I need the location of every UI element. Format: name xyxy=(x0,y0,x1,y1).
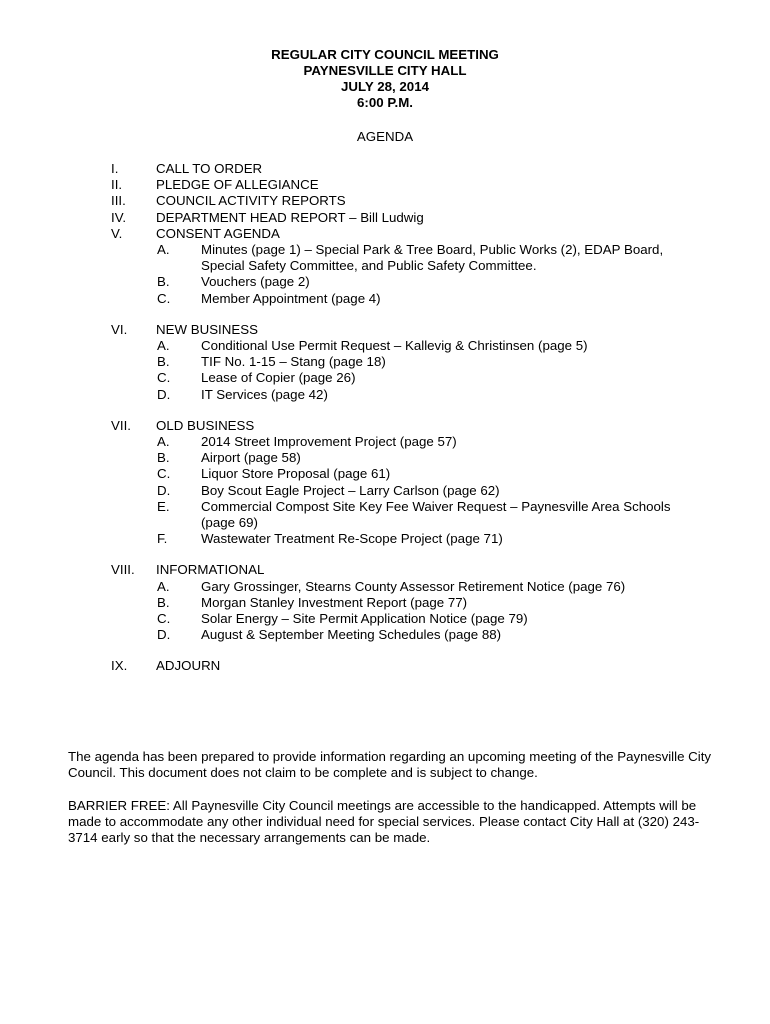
subitem-text: Morgan Stanley Investment Report (page 77) xyxy=(201,594,468,610)
agenda-heading: AGENDA xyxy=(356,129,414,144)
subitem-text: Minutes (page 1) – Special Park & Tree Board, Public Works (2), EDAP Board, Special Safety Committee, and Public Safety Committee. xyxy=(201,242,664,274)
agenda-section xyxy=(0,161,770,177)
agenda-subitem xyxy=(0,499,770,531)
subitem-letter: F. xyxy=(157,531,168,547)
section-title: NEW BUSINESS xyxy=(156,321,258,337)
subitem-text: Airport (page 58) xyxy=(201,450,301,466)
agenda-section xyxy=(0,177,770,193)
section-title xyxy=(156,210,770,226)
section-title: INFORMATIONAL xyxy=(156,562,265,578)
agenda-subitem xyxy=(0,483,770,499)
agenda-section xyxy=(0,193,770,209)
agenda-section xyxy=(0,322,770,338)
section-number: III. xyxy=(111,193,126,209)
agenda-disclaimer: The agenda has been prepared to provide information regarding an upcoming meeting of the Paynesville City Council. This document does not claim to be complete and is subject to change. xyxy=(68,749,712,781)
section-number: IV. xyxy=(111,209,127,225)
meeting-time: 6:00 P.M. xyxy=(357,95,413,110)
section-number: V. xyxy=(111,225,123,241)
agenda-subitem xyxy=(0,627,770,643)
subitem-letter: C. xyxy=(157,611,171,627)
agenda-subitem xyxy=(0,434,770,450)
agenda-subitem xyxy=(0,274,770,290)
agenda-subitem xyxy=(0,579,770,595)
agenda-subitem xyxy=(0,450,770,466)
section-title: COUNCIL ACTIVITY REPORTS xyxy=(156,193,346,209)
subitem-text: Solar Energy – Site Permit Application Notice (page 79) xyxy=(201,611,528,627)
subitem-text: Member Appointment (page 4) xyxy=(201,290,381,306)
agenda-section xyxy=(0,210,770,226)
subitem-letter: A. xyxy=(157,578,170,594)
subitem-letter: C. xyxy=(157,290,171,306)
subitem-text: Commercial Compost Site Key Fee Waiver Request – Paynesville Area Schools (page 69) xyxy=(201,498,671,531)
subitem-text: Boy Scout Eagle Project – Larry Carlson (page 62) xyxy=(201,482,500,498)
subitem-letter: B. xyxy=(157,274,170,290)
section-title: CALL TO ORDER xyxy=(156,161,263,176)
subitem-letter: D. xyxy=(157,627,171,643)
agenda-subitem xyxy=(0,370,770,386)
section-title: OLD BUSINESS xyxy=(156,417,255,433)
subitem-letter: C. xyxy=(157,466,171,482)
agenda-items-list xyxy=(0,161,770,675)
subitem-letter: A. xyxy=(157,434,170,450)
agenda-section xyxy=(0,658,770,674)
subitem-text: Conditional Use Permit Request – Kallevig & Christinsen (page 5) xyxy=(201,338,588,354)
subitem-letter: A. xyxy=(157,242,170,258)
subitem-text: Gary Grossinger, Stearns County Assessor Retirement Notice (page 76) xyxy=(201,578,626,594)
subitem-text: 2014 Street Improvement Project (page 57) xyxy=(201,434,457,450)
subitem-text: Wastewater Treatment Re-Scope Project (page 71) xyxy=(201,531,503,547)
agenda-subitem xyxy=(0,291,770,307)
subitem-letter: C. xyxy=(157,370,171,386)
agenda-section xyxy=(0,226,770,242)
meeting-title: REGULAR CITY COUNCIL MEETING xyxy=(271,47,499,62)
barrier-free-notice: BARRIER FREE: All Paynesville City Council meetings are accessible to the handicapped. Attempts will be made to accommodate any other individual need for special services. Please contact City Hall at (320) 243-3714 early so that the necessary arrangements can be made. xyxy=(68,798,700,846)
agenda-subitem xyxy=(0,338,770,354)
meeting-header xyxy=(0,47,770,111)
section-number: VII. xyxy=(111,417,131,433)
agenda-section xyxy=(0,418,770,434)
department-head-name: Bill Ludwig xyxy=(360,209,424,225)
agenda-subitem xyxy=(0,595,770,611)
section-number: VIII. xyxy=(111,562,135,578)
section-title-text: DEPARTMENT HEAD REPORT – xyxy=(156,209,361,225)
section-title: CONSENT AGENDA xyxy=(156,225,280,241)
subitem-text: TIF No. 1-15 – Stang (page 18) xyxy=(201,354,386,370)
subitem-letter: A. xyxy=(157,338,170,354)
subitem-text: August & September Meeting Schedules (page 88) xyxy=(201,627,502,643)
section-number: II. xyxy=(111,177,123,193)
section-title: ADJOURN xyxy=(156,658,221,674)
subitem-letter: B. xyxy=(157,354,170,370)
subitem-text: IT Services (page 42) xyxy=(201,386,328,402)
meeting-date: JULY 28, 2014 xyxy=(341,79,429,94)
section-number: IX. xyxy=(111,658,128,674)
subitem-letter: D. xyxy=(157,386,171,402)
agenda-subitem xyxy=(0,611,770,627)
subitem-text: Liquor Store Proposal (page 61) xyxy=(201,466,391,482)
subitem-letter: B. xyxy=(157,594,170,610)
subitem-text: Vouchers (page 2) xyxy=(201,274,310,290)
agenda-subitem xyxy=(0,354,770,370)
subitem-letter: D. xyxy=(157,482,171,498)
subitem-letter: E. xyxy=(157,498,170,514)
section-title: PLEDGE OF ALLEGIANCE xyxy=(156,177,319,193)
section-number: I. xyxy=(111,161,119,176)
agenda-section xyxy=(0,562,770,578)
agenda-subitem xyxy=(0,242,770,274)
section-number: VI. xyxy=(111,321,128,337)
subitem-text: Lease of Copier (page 26) xyxy=(201,370,356,386)
agenda-subitem xyxy=(0,531,770,547)
subitem-letter: B. xyxy=(157,450,170,466)
meeting-location: PAYNESVILLE CITY HALL xyxy=(303,63,467,78)
agenda-subitem xyxy=(0,466,770,482)
agenda-subitem xyxy=(0,387,770,403)
